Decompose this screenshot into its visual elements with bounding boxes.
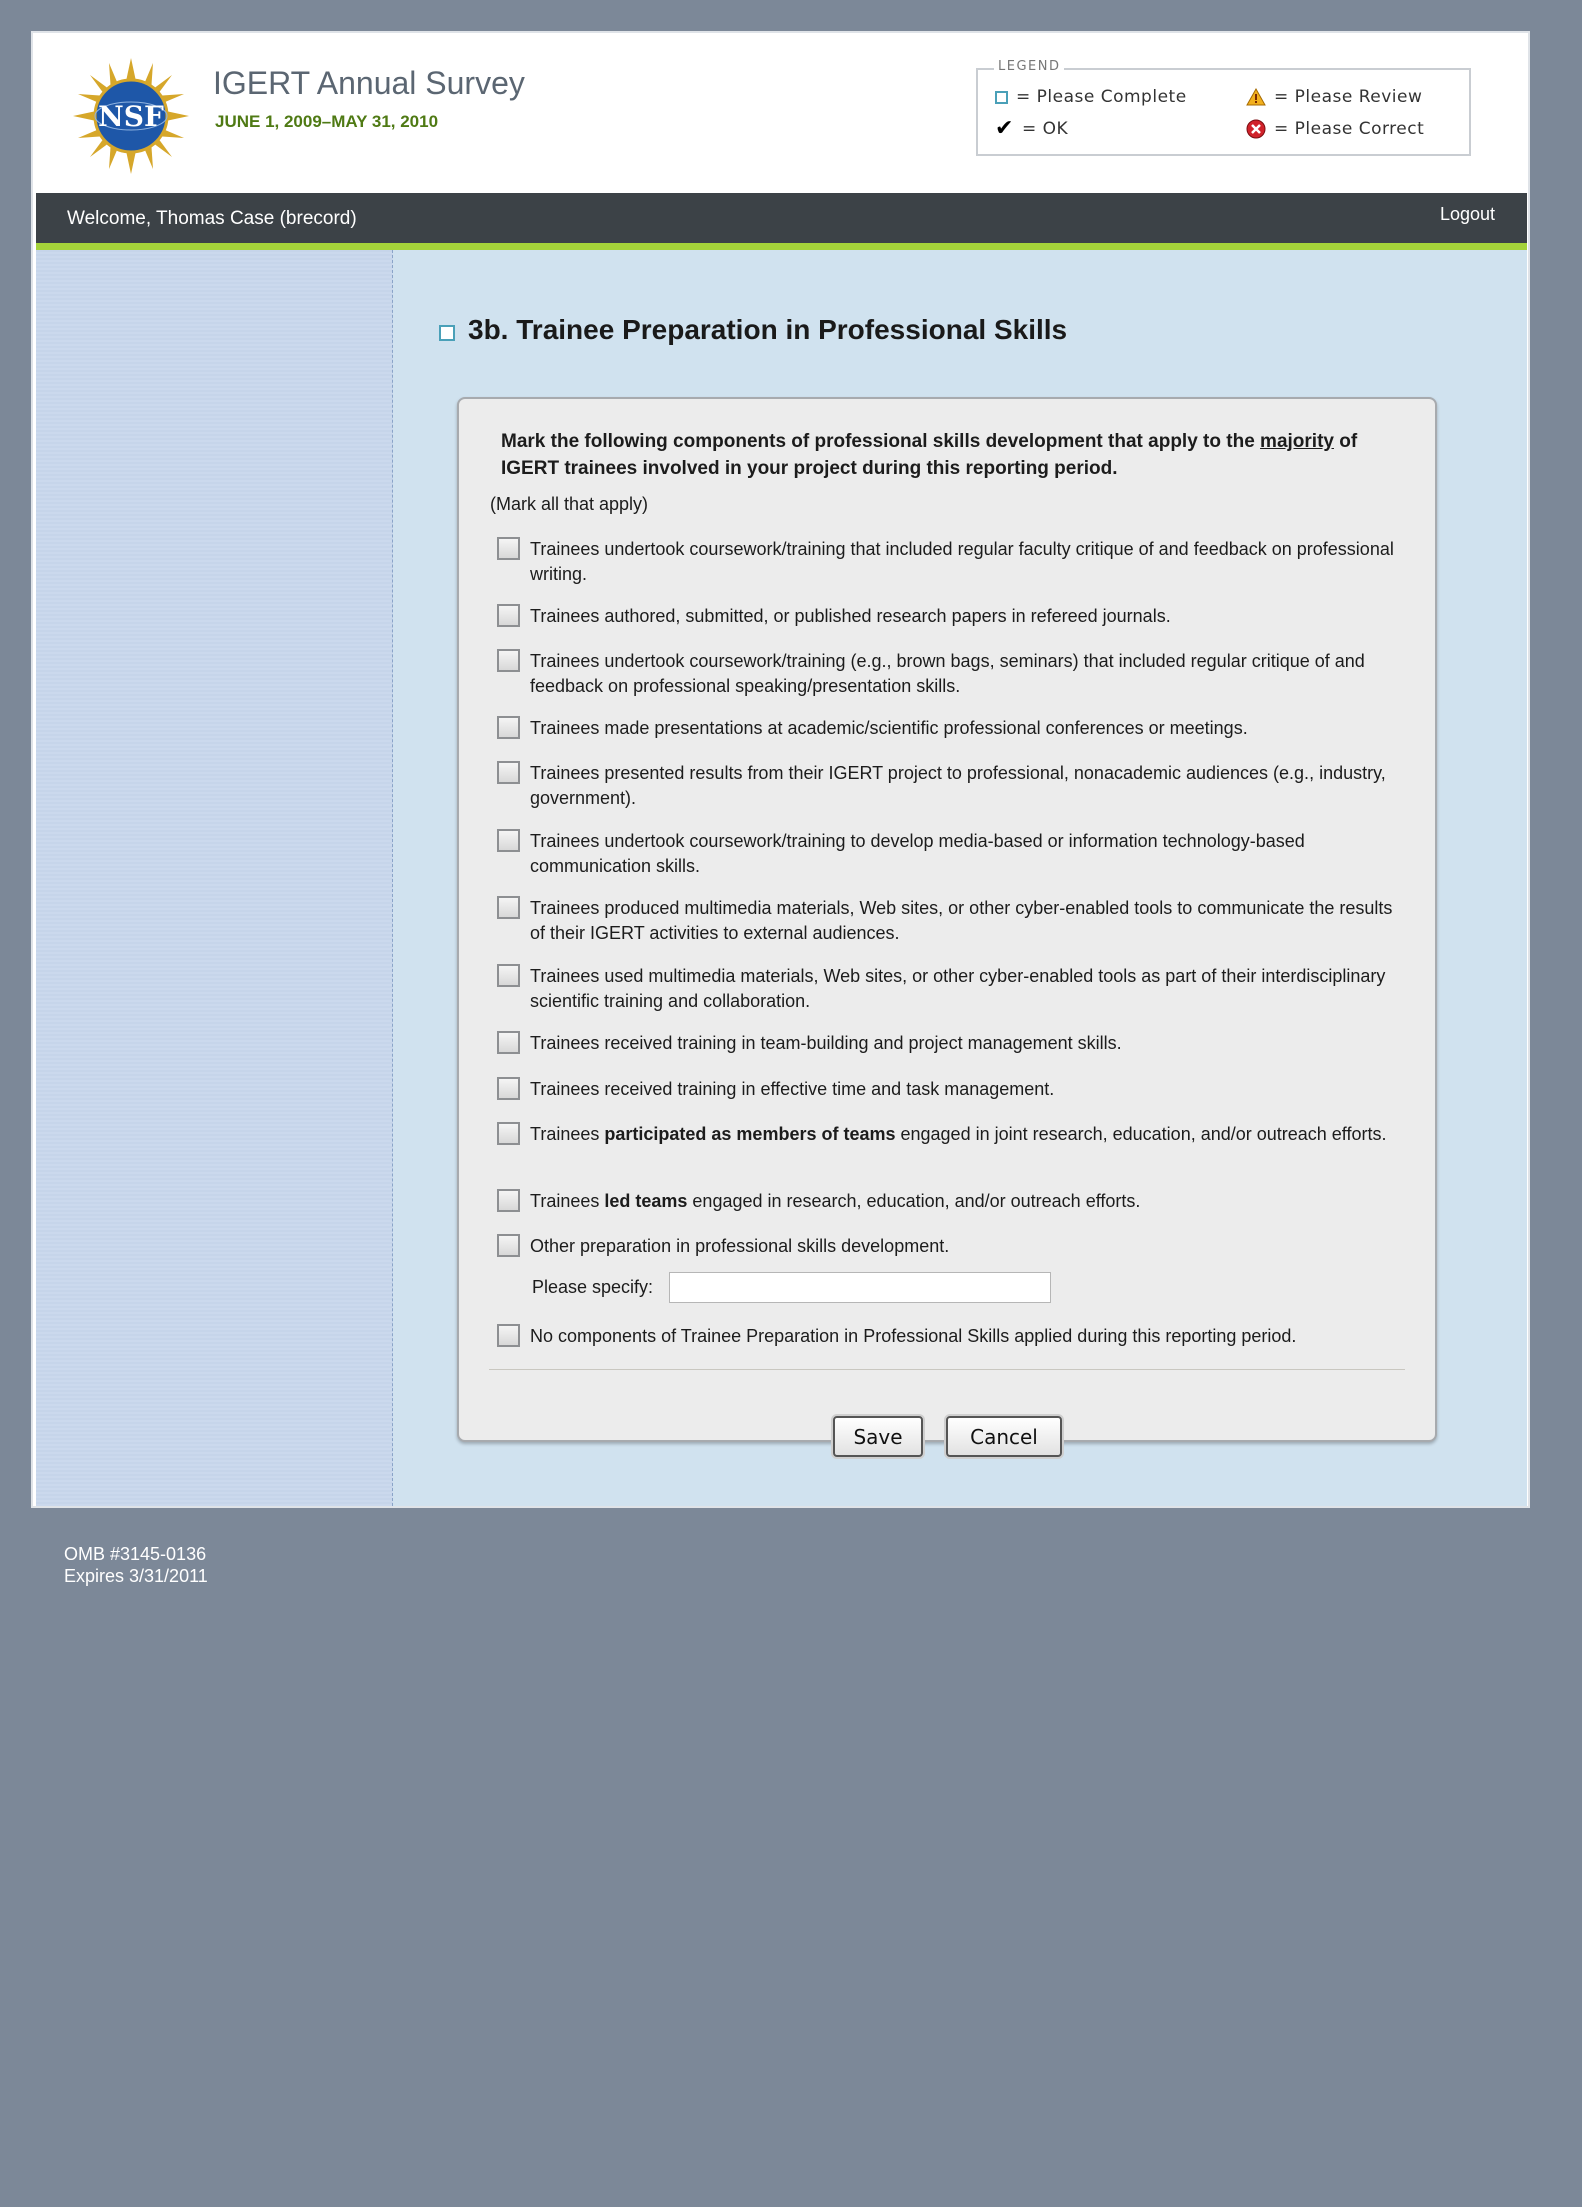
checkbox[interactable] bbox=[497, 537, 520, 560]
question-instruction bbox=[501, 428, 1401, 482]
legend-please-correct-label: = Please Correct bbox=[1274, 119, 1425, 139]
option-published-papers bbox=[497, 604, 1397, 629]
checkbox[interactable] bbox=[497, 716, 520, 739]
logo-text: NSF bbox=[98, 100, 164, 133]
option-led-teams bbox=[497, 1189, 1397, 1214]
option-label-post: engaged in joint research, education, and/or outreach efforts. bbox=[895, 1124, 1387, 1144]
legend-ok-label: = OK bbox=[1021, 119, 1069, 139]
option-time-management bbox=[497, 1077, 1397, 1102]
please-specify-input[interactable] bbox=[669, 1272, 1051, 1303]
legend-please-complete bbox=[995, 87, 1187, 107]
checkbox[interactable] bbox=[497, 1122, 520, 1145]
legend-please-complete-label: = Please Complete bbox=[1016, 87, 1187, 107]
top-navbar bbox=[36, 193, 1527, 250]
logout-link[interactable]: Logout bbox=[1439, 204, 1495, 224]
mark-all-note: (Mark all that apply) bbox=[490, 494, 649, 514]
option-label: No components of Trainee Preparation in Professional Skills applied during this reporting period. bbox=[530, 1326, 1297, 1346]
checkbox[interactable] bbox=[497, 829, 520, 852]
app-frame bbox=[31, 31, 1530, 1508]
welcome-message: Welcome, Thomas Case (brecord) bbox=[67, 208, 357, 229]
option-team-members bbox=[497, 1122, 1397, 1147]
option-label-pre: Trainees bbox=[530, 1191, 605, 1211]
option-label: Trainees produced multimedia materials, Web sites, or other cyber-enabled tools to communicate the results of their IGERT activities to external audiences. bbox=[530, 898, 1393, 943]
option-label: Trainees undertook coursework/training (e.g., brown bags, seminars) that included regular critique of and feedback on professional speaking/presentation skills. bbox=[530, 651, 1365, 696]
divider bbox=[489, 1369, 1405, 1370]
option-label-bold: led teams bbox=[604, 1191, 688, 1211]
incomplete-status-icon bbox=[439, 325, 455, 341]
option-none bbox=[497, 1324, 1397, 1349]
cancel-button[interactable]: Cancel bbox=[946, 1416, 1062, 1457]
option-multimedia-external bbox=[497, 896, 1397, 946]
option-label: Trainees presented results from their IGERT project to professional, nonacademic audiences (e.g., industry, government). bbox=[530, 763, 1386, 808]
error-icon bbox=[1246, 119, 1266, 139]
option-label bbox=[530, 1122, 1397, 1147]
option-conference-presentations bbox=[497, 716, 1397, 741]
checkbox[interactable] bbox=[497, 1077, 520, 1100]
instruction-text-a: Mark the following components of professional skills development that apply to the bbox=[501, 431, 1261, 452]
header bbox=[33, 33, 1528, 193]
please-specify-label: Please specify: bbox=[532, 1277, 654, 1297]
checkbox[interactable] bbox=[497, 649, 520, 672]
expiration-date: Expires 3/31/2011 bbox=[64, 1566, 208, 1586]
checkbox[interactable] bbox=[497, 1324, 520, 1347]
legend-ok bbox=[995, 116, 1069, 141]
nsf-logo bbox=[71, 56, 191, 176]
option-nonacademic-audiences bbox=[497, 761, 1397, 811]
incomplete-square-icon bbox=[995, 91, 1008, 104]
option-label: Trainees authored, submitted, or published research papers in refereed journals. bbox=[530, 606, 1171, 626]
option-label bbox=[530, 1189, 1397, 1214]
checkbox[interactable] bbox=[497, 1189, 520, 1212]
legend bbox=[976, 59, 1471, 156]
option-other bbox=[497, 1234, 1397, 1259]
legend-please-review bbox=[1246, 87, 1422, 107]
option-team-building bbox=[497, 1031, 1397, 1056]
survey-period: JUNE 1, 2009–MAY 31, 2010 bbox=[215, 112, 439, 131]
legend-please-review-label: = Please Review bbox=[1274, 87, 1423, 107]
option-label-post: engaged in research, education, and/or outreach efforts. bbox=[687, 1191, 1141, 1211]
checkbox[interactable] bbox=[497, 761, 520, 784]
checkmark-icon: ✔ bbox=[995, 116, 1014, 141]
legend-title: LEGEND bbox=[994, 59, 1064, 74]
option-label: Trainees received training in effective time and task management. bbox=[530, 1079, 1055, 1099]
omb-number: OMB #3145-0136 bbox=[64, 1544, 207, 1564]
checkbox[interactable] bbox=[497, 896, 520, 919]
option-speaking-critique bbox=[497, 649, 1397, 699]
option-label: Trainees undertook coursework/training to develop media-based or information technology-based communication skills. bbox=[530, 831, 1305, 876]
option-label: Trainees made presentations at academic/scientific professional conferences or meetings. bbox=[530, 718, 1248, 738]
main-content bbox=[393, 250, 1527, 1506]
option-label: Trainees undertook coursework/training that included regular faculty critique of and feedback on professional writing. bbox=[530, 539, 1394, 584]
option-label-pre: Trainees bbox=[530, 1124, 605, 1144]
checkbox[interactable] bbox=[497, 964, 520, 987]
option-label: Other preparation in professional skills development. bbox=[530, 1236, 950, 1256]
sidebar bbox=[36, 250, 393, 1506]
instruction-emphasis: majority bbox=[1260, 431, 1334, 452]
instruction-text-b: of IGERT trainees involved in your project during this reporting period. bbox=[501, 431, 1358, 479]
checkbox[interactable] bbox=[497, 604, 520, 627]
question-card bbox=[457, 397, 1437, 1449]
option-label: Trainees received training in team-building and project management skills. bbox=[530, 1033, 1122, 1053]
footer bbox=[64, 1543, 208, 1587]
legend-please-correct bbox=[1246, 119, 1424, 139]
checkbox[interactable] bbox=[497, 1234, 520, 1257]
warning-icon bbox=[1246, 88, 1266, 106]
option-multimedia-training bbox=[497, 964, 1397, 1014]
option-faculty-critique-writing bbox=[497, 537, 1397, 587]
app-title: IGERT Annual Survey bbox=[213, 65, 525, 101]
page-title: 3b. Trainee Preparation in Professional Skills bbox=[468, 314, 1068, 345]
checkbox[interactable] bbox=[497, 1031, 520, 1054]
save-button[interactable]: Save bbox=[833, 1416, 923, 1457]
option-media-communication bbox=[497, 829, 1397, 879]
option-label-bold: participated as members of teams bbox=[604, 1124, 896, 1144]
option-label: Trainees used multimedia materials, Web sites, or other cyber-enabled tools as part of their interdisciplinary scientific training and collaboration. bbox=[530, 966, 1386, 1011]
